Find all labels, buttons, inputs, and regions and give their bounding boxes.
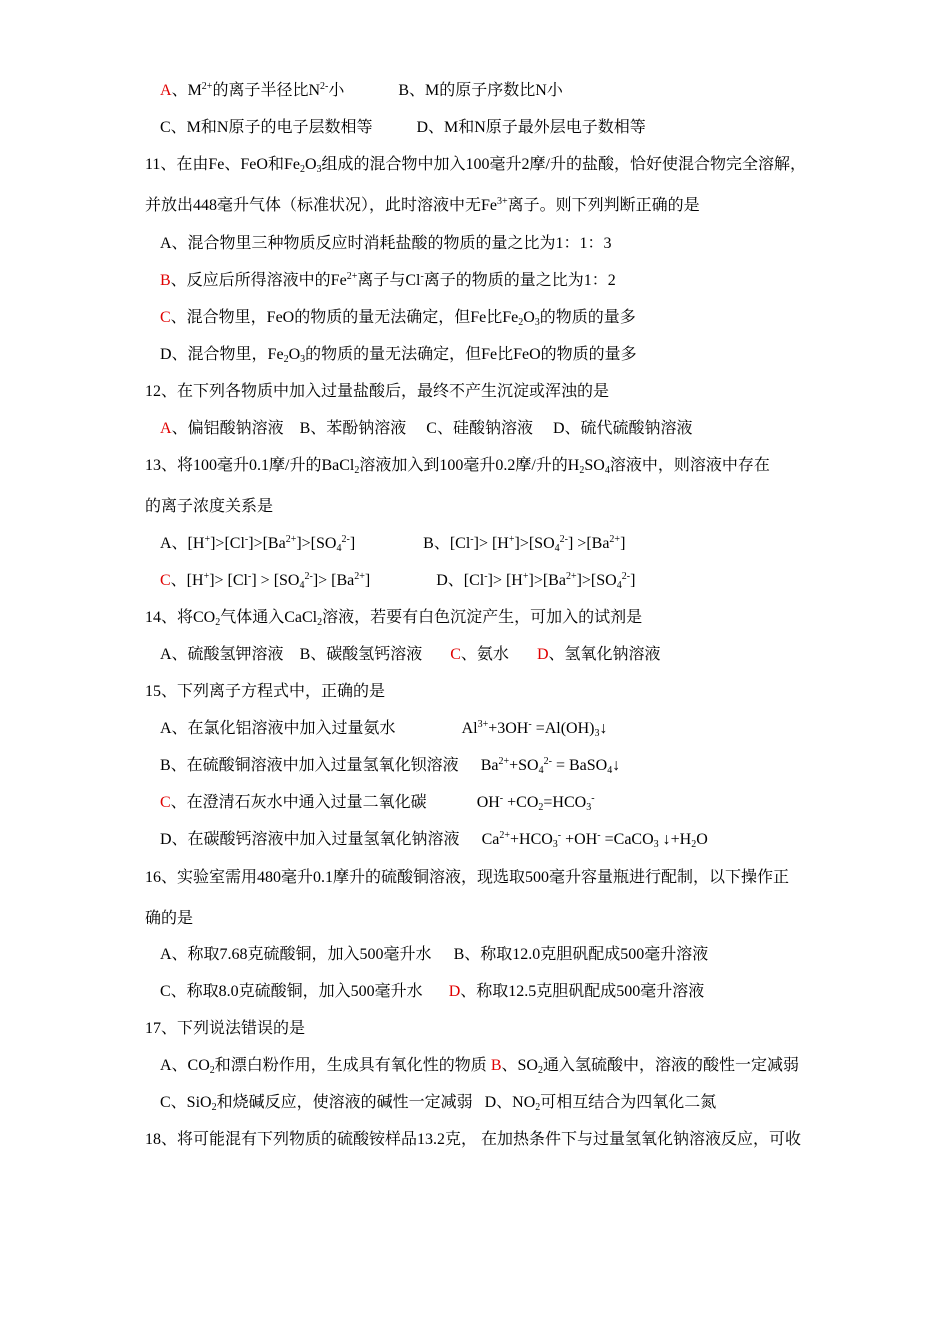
q13-stem-part: SO — [584, 457, 605, 474]
q10-option-a-mid: 的离子半径比N — [212, 82, 320, 99]
q10-options-row-2 — [160, 118, 646, 138]
q17-option-b-part: 通入氢硫酸中，溶液的酸性一定减弱 — [542, 1057, 799, 1074]
q14-stem-part: 气体通入CaCl — [220, 609, 318, 626]
q13-stem-line-2 — [145, 497, 273, 517]
q15-option-a-equation: $Al^{3+}+3OH^-$ $=Al(OH)_3↓$ — [461, 719, 608, 739]
subscript: 2 — [317, 617, 323, 628]
superscript: 2+ — [201, 81, 213, 92]
q15-option-d-equation: $Ca^{2+}+HCO_3^- +OH^-$ =CaCO$_3$ $↓+H_2O$ — [481, 830, 708, 850]
q13-option-b: B、$[Cl^-]> [H^+]>[SO_4^{2-}] >[Ba^{2+}]$ — [423, 534, 626, 554]
q18-stem-text: 18、将可能混有下列物质的硫酸铵样品13.2克， 在加热条件下与过量氢氧化钠溶液反应，可收 — [145, 1131, 802, 1148]
subscript: 2 — [211, 1102, 217, 1113]
subscript: 2 — [535, 1102, 541, 1113]
q14-answer-c-letter: C — [450, 646, 461, 663]
subscript: 3 — [316, 164, 322, 175]
q13-stem-line-1 — [145, 456, 770, 476]
q10-answer-a-letter: A — [160, 82, 172, 99]
q11-stem-part: 并放出448毫升气体（标准状况），此时溶液中无Fe — [145, 197, 498, 214]
q12-answer-a-letter: A — [160, 420, 172, 437]
q13-option-d: D、$[Cl^-]> [H^+]>[Ba^{2+}]>[SO_4^{2-}]$ — [436, 571, 636, 591]
q10-option-a-end: 小 — [328, 82, 345, 99]
q16-option-d: 、称取12.5克胆矾配成500毫升溶液 — [460, 983, 705, 1000]
q15-option-d-text: D、在碳酸钙溶液中加入过量氢氧化钠溶液 — [160, 831, 460, 848]
q15-option-b — [160, 756, 620, 776]
q15-option-b-equation: $Ba^{2+}+SO_4^{2-}$ = BaSO$_4$↓ — [480, 756, 621, 776]
q11-option-c-part: 的物质的量多 — [539, 309, 636, 326]
q15-answer-c-letter: C — [160, 794, 171, 811]
q13-stem-part: 13、将100毫升0.1摩/升的BaCl — [145, 457, 355, 474]
q13-stem-part: 的离子浓度关系是 — [145, 498, 274, 515]
subscript: 3 — [300, 354, 306, 365]
q11-stem-line-1 — [145, 155, 806, 175]
q17-stem — [145, 1019, 305, 1039]
q17-option-c-part: C、SiO — [160, 1094, 212, 1111]
q11-option-c-part: 、混合物里，FeO的物质的量无法确定，但Fe比Fe — [170, 309, 519, 326]
q15-option-d — [160, 830, 708, 850]
q15-option-a — [160, 719, 607, 739]
q17-options-row-1 — [160, 1056, 799, 1076]
q10-option-b: B、M的原子序数比N小 — [398, 82, 563, 99]
subscript: 4 — [604, 465, 610, 476]
q15-option-a-text: A、在氯化铝溶液中加入过量氨水 — [160, 720, 396, 737]
q16-option-b: B、称取12.0克胆矾配成500毫升溶液 — [453, 946, 709, 963]
q13-options-row-2 — [160, 571, 635, 591]
q15-stem — [145, 682, 385, 702]
subscript: 2 — [299, 164, 305, 175]
subscript: 2 — [518, 317, 524, 328]
q11-option-b-part: 离子的物质的量之比为1：2 — [423, 272, 616, 289]
q16-stem-line-2 — [145, 909, 193, 929]
q17-options-row-2 — [160, 1093, 716, 1113]
q16-stem-part: 确的是 — [145, 910, 194, 927]
q17-answer-b-letter: B — [490, 1057, 502, 1074]
q11-option-c-part: O — [523, 309, 535, 326]
q11-option-d-part: O — [288, 346, 301, 363]
q12-option-d: D、硫代硫酸钠溶液 — [552, 420, 693, 437]
q11-stem-part: 离子。则下列判断正确的是 — [507, 197, 700, 214]
q11-option-d-part: D、混合物里，Fe — [160, 346, 284, 363]
q12-option-a: 、偏铝酸钠溶液 — [171, 420, 284, 437]
q10-option-a-text: 、M — [171, 82, 202, 99]
q11-option-a-text: A、混合物里三种物质反应时消耗盐酸的物质的量之比为1：1：3 — [160, 235, 612, 252]
q11-option-b — [160, 271, 616, 291]
q13-option-a: A、$[H^+]>[Cl^-]>[Ba^{2+}]>[SO_4^{2-}]$ — [160, 534, 356, 554]
superscript: 2- — [320, 81, 329, 92]
superscript: 2+ — [346, 271, 358, 282]
q14-stem — [145, 608, 642, 628]
q16-options-row-1 — [160, 945, 708, 965]
q11-option-a — [160, 234, 612, 254]
q17-option-c-part: 和烧碱反应，使溶液的碱性一定减弱 — [216, 1094, 473, 1111]
q11-option-b-part: 、反应后所得溶液中的Fe — [170, 272, 347, 289]
q15-option-c-equation: $OH^- +CO_2=HCO_3^-$ — [476, 793, 595, 813]
q18-stem — [145, 1130, 801, 1150]
q17-option-b-part: 、SO — [501, 1057, 538, 1074]
subscript: 2 — [283, 354, 289, 365]
q12-option-c: C、硅酸钠溶液 — [426, 420, 533, 437]
q11-option-d-part: 的物质的量无法确定，但Fe比FeO的物质的量多 — [305, 346, 637, 363]
q15-stem-text: 15、下列离子方程式中，正确的是 — [145, 683, 386, 700]
q16-stem-part: 16、实验室需用480毫升0.1摩升的硫酸铜溶液，现选取500毫升容量瓶进行配制，以下操作正 — [145, 869, 790, 886]
q11-answer-b-letter: B — [160, 272, 171, 289]
subscript: 2 — [215, 617, 221, 628]
q17-option-a-part: A、CO — [160, 1057, 210, 1074]
q12-option-b: B、苯酚钠溶液 — [299, 420, 407, 437]
q13-answer-c-letter: C — [160, 572, 171, 589]
subscript: 2 — [209, 1065, 215, 1076]
subscript: 2 — [537, 1065, 543, 1076]
q17-option-a-part: 和漂白粉作用，生成具有氧化性的物质 — [214, 1057, 487, 1074]
q16-options-row-2 — [160, 982, 704, 1002]
q16-option-a: A、称取7.68克硫酸铜，加入500毫升水 — [160, 946, 432, 963]
q15-option-b-text: B、在硫酸铜溶液中加入过量氢氧化钡溶液 — [160, 757, 459, 774]
q17-option-d-part: D、NO — [484, 1094, 536, 1111]
q12-stem — [145, 382, 609, 402]
subscript: 2 — [354, 465, 360, 476]
q13-option-c: C、$[H^+]> [Cl^-] > [SO_4^{2-}]> [Ba^{2+}]$ — [160, 571, 371, 591]
q17-stem-text: 17、下列说法错误的是 — [145, 1020, 306, 1037]
q14-answer-d-letter: D — [536, 646, 549, 663]
q11-stem-line-2 — [145, 196, 700, 216]
q11-stem-part: O — [304, 156, 317, 173]
q14-options — [160, 645, 661, 665]
q13-options-row-1 — [160, 534, 625, 554]
q14-option-d: 、氢氧化钠溶液 — [548, 646, 661, 663]
q14-option-a: A、硫酸氢钾溶液 — [160, 646, 284, 663]
q12-stem-text: 12、在下列各物质中加入过量盐酸后，最终不产生沉淀或浑浊的是 — [145, 383, 610, 400]
q10-option-c: C、M和N原子的电子层数相等 — [160, 119, 373, 136]
q11-answer-c-letter: C — [160, 309, 171, 326]
q15-option-c-text: 、在澄清石灰水中通入过量二氧化碳 — [170, 794, 427, 811]
q11-stem-part: 组成的混合物中加入100毫升2摩/升的盐酸，恰好使混合物完全溶解， — [321, 156, 806, 173]
q14-stem-part: 溶液，若要有白色沉淀产生，可加入的试剂是 — [322, 609, 643, 626]
q15-option-c — [160, 793, 595, 813]
q17-option-d-part: 可相互结合为四氧化二氮 — [540, 1094, 717, 1111]
q14-stem-part: 14、将CO — [145, 609, 216, 626]
superscript: 3+ — [497, 196, 508, 207]
q13-stem-part: 溶液加入到100毫升0.2摩/升的H — [359, 457, 580, 474]
q16-option-c: C、称取8.0克硫酸铜，加入500毫升水 — [160, 983, 423, 1000]
q11-option-d — [160, 345, 637, 365]
q12-options — [160, 419, 693, 439]
q10-option-d: D、M和N原子最外层电子数相等 — [416, 119, 646, 136]
q14-option-b: B、碳酸氢钙溶液 — [299, 646, 423, 663]
subscript: 3 — [534, 317, 540, 328]
q11-stem-part: 11、在由Fe、FeO和Fe — [145, 156, 300, 173]
q16-answer-d-letter: D — [448, 983, 461, 1000]
q11-option-b-part: 离子与Cl — [357, 272, 421, 289]
subscript: 2 — [579, 465, 585, 476]
q11-option-c — [160, 308, 636, 328]
q14-option-c: 、氨水 — [460, 646, 509, 663]
q10-options-row-1 — [160, 81, 563, 101]
q16-stem-line-1 — [145, 868, 789, 888]
superscript: - — [420, 271, 424, 282]
q13-stem-part: 溶液中，则溶液中存在 — [609, 457, 770, 474]
